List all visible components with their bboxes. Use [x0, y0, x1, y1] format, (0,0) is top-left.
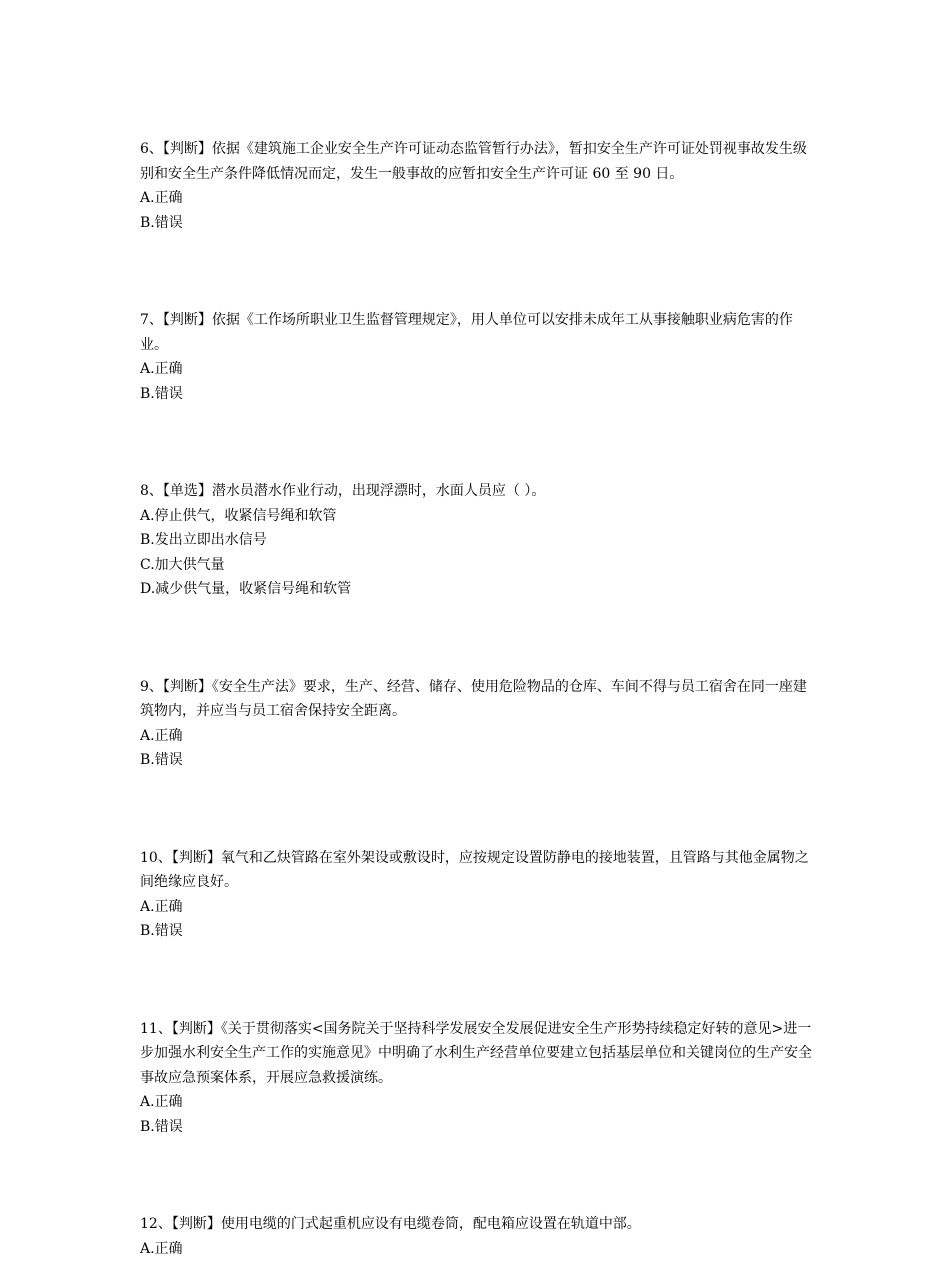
question-text: 6、【判断】依据《建筑施工企业安全生产许可证动态监管暂行办法》，暂扣安全生产许可证处罚视事故发生级别和安全生产条件降低情况而定，发生一般事故的应暂扣安全生产许可证 60 至 90 日。 — [140, 137, 820, 186]
question-7 — [140, 308, 820, 406]
option-b: B.错误 — [140, 919, 820, 944]
option-d: D.减少供气量，收紧信号绳和软管 — [140, 577, 820, 602]
document-page — [140, 137, 820, 1261]
question-12 — [140, 1212, 820, 1261]
option-b: B.错误 — [140, 382, 820, 407]
spacer — [140, 944, 820, 1017]
option-a: A.停止供气，收紧信号绳和软管 — [140, 504, 820, 529]
option-a: A.正确 — [140, 186, 820, 211]
option-a: A.正确 — [140, 724, 820, 749]
question-6 — [140, 137, 820, 235]
spacer — [140, 1139, 820, 1212]
option-a: A.正确 — [140, 1090, 820, 1115]
option-b: B.发出立即出水信号 — [140, 528, 820, 553]
question-text: 7、【判断】依据《工作场所职业卫生监督管理规定》，用人单位可以安排未成年工从事接触职业病危害的作业。 — [140, 308, 820, 357]
question-text: 8、【单选】潜水员潜水作业行动，出现浮漂时，水面人员应（ ）。 — [140, 479, 820, 504]
option-a: A.正确 — [140, 357, 820, 382]
option-a: A.正确 — [140, 1237, 820, 1261]
spacer — [140, 602, 820, 675]
option-b: B.错误 — [140, 1115, 820, 1140]
question-text: 9、【判断】《安全生产法》要求，生产、经营、储存、使用危险物品的仓库、车间不得与员工宿舍在同一座建筑物内，并应当与员工宿舍保持安全距离。 — [140, 675, 820, 724]
spacer — [140, 406, 820, 479]
spacer — [140, 235, 820, 308]
question-text: 11、【判断】《关于贯彻落实<国务院关于坚持科学发展安全发展促进安全生产形势持续稳定好转的意见>进一步加强水利安全生产工作的实施意见》中明确了水利生产经营单位要建立包括基层单位和关键岗位的生产安全事故应急预案体系，开展应急救援演练。 — [140, 1017, 820, 1091]
option-c: C.加大供气量 — [140, 553, 820, 578]
spacer — [140, 773, 820, 846]
option-a: A.正确 — [140, 895, 820, 920]
question-8 — [140, 479, 820, 602]
question-9 — [140, 675, 820, 773]
option-b: B.错误 — [140, 748, 820, 773]
option-b: B.错误 — [140, 211, 820, 236]
question-text: 12、【判断】使用电缆的门式起重机应设有电缆卷筒，配电箱应设置在轨道中部。 — [140, 1212, 820, 1237]
question-11 — [140, 1017, 820, 1140]
question-10 — [140, 846, 820, 944]
question-text: 10、【判断】氧气和乙炔管路在室外架设或敷设时，应按规定设置防静电的接地装置，且管路与其他金属物之间绝缘应良好。 — [140, 846, 820, 895]
